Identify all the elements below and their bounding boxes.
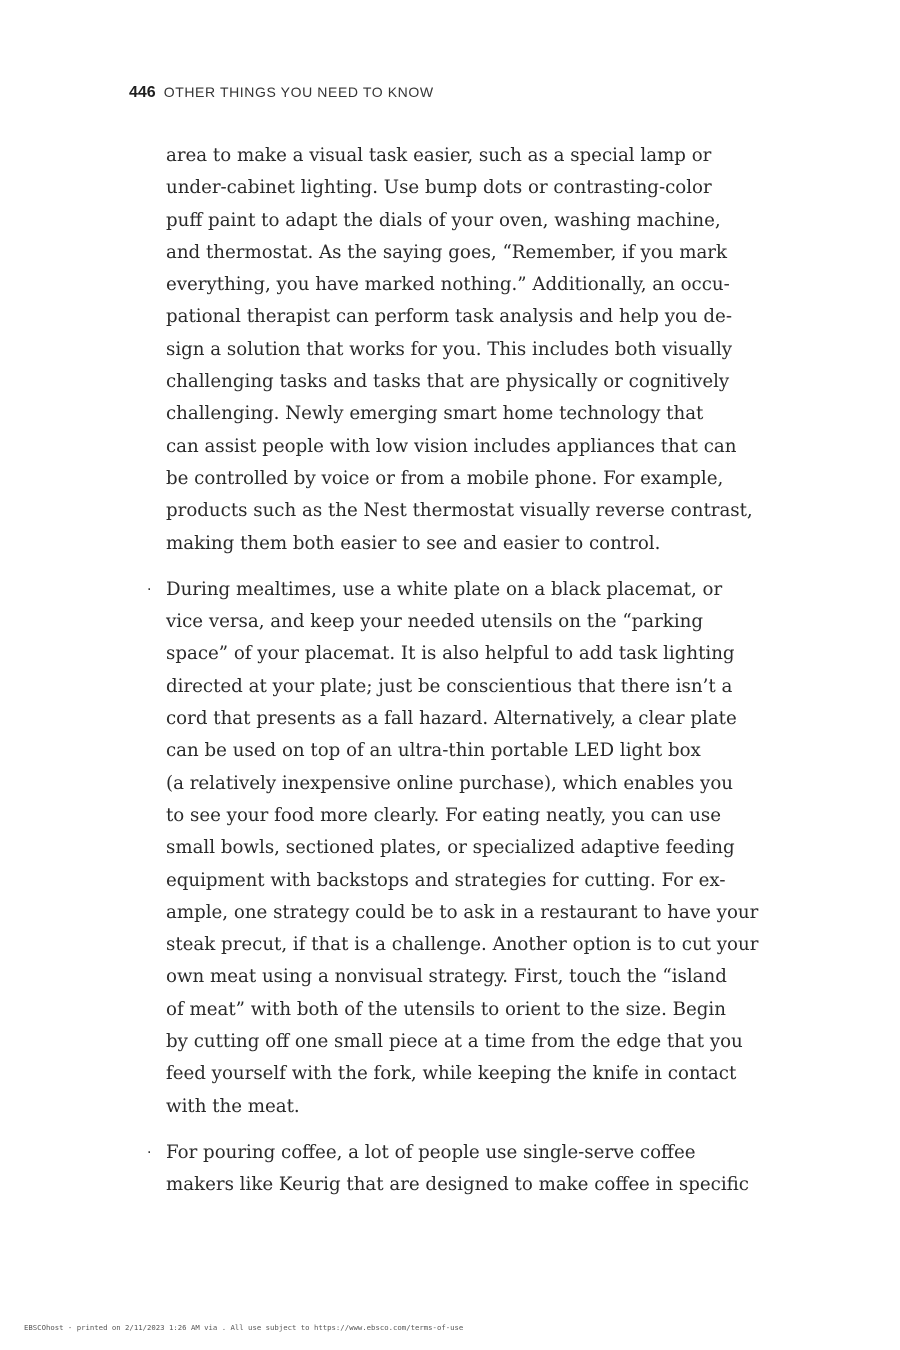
paragraph-spacing: [166, 1123, 766, 1137]
text-line: (a relatively inexpensive online purchase), which enables you: [166, 772, 733, 794]
text-line: puff paint to adapt the dials of your oven, washing machine,: [166, 209, 721, 231]
text-line: challenging tasks and tasks that are physically or cognitively: [166, 371, 730, 393]
text-line: vice versa, and keep your needed utensils on the “parking: [166, 611, 703, 633]
text-line: sign a solution that works for you. This includes both visually: [166, 338, 733, 360]
text-line: can assist people with low vision includes appliances that can: [166, 435, 737, 457]
running-title: OTHER THINGS YOU NEED TO KNOW: [163, 84, 434, 100]
text-line: making them both easier to see and easier to control.: [166, 532, 661, 554]
text-line: small bowls, sectioned plates, or specialized adaptive feeding: [166, 837, 735, 859]
bullet-item-mealtimes: [147, 574, 766, 1123]
bullet-item-coffee: [147, 1137, 766, 1202]
text-line: products such as the Nest thermostat visually reverse contrast,: [166, 500, 753, 522]
text-line: steak precut, if that is a challenge. Another option is to cut your: [166, 934, 759, 956]
text-line: pational therapist can perform task analysis and help you de-: [166, 306, 732, 328]
text-line: makers like Keurig that are designed to make coffee in specific: [166, 1174, 749, 1196]
text-line: of meat” with both of the utensils to orient to the size. Begin: [166, 998, 726, 1020]
running-head: [129, 84, 434, 102]
bullet-marker: ·: [147, 581, 152, 598]
bullet-marker: ·: [147, 1144, 152, 1161]
text-line: area to make a visual task easier, such as a special lamp or: [166, 145, 712, 166]
text-line: with the meat.: [166, 1095, 300, 1117]
text-line: can be used on top of an ultra-thin portable LED light box: [166, 740, 701, 762]
text-line: challenging. Newly emerging smart home technology that: [166, 403, 704, 425]
text-line: ample, one strategy could be to ask in a restaurant to have your: [166, 901, 759, 923]
text-line: directed at your plate; just be conscientious that there isn’t a: [166, 675, 733, 697]
text-line: by cutting off one small piece at a time from the edge that you: [166, 1031, 743, 1053]
text-line: to see your food more clearly. For eating neatly, you can use: [166, 804, 721, 826]
text-line: everything, you have marked nothing.” Additionally, an occu-: [166, 274, 730, 296]
page-number: 446: [129, 84, 156, 101]
paragraph-spacing: [166, 560, 766, 574]
body-text: [147, 140, 766, 1202]
text-line: For pouring coffee, a lot of people use single-serve coffee: [166, 1141, 696, 1163]
text-line: and thermostat. As the saying goes, “Remember, if you mark: [166, 241, 728, 263]
text-line: cord that presents as a fall hazard. Alternatively, a clear plate: [166, 708, 737, 730]
continuation-paragraph: [166, 140, 766, 560]
text-line: be controlled by voice or from a mobile phone. For example,: [166, 467, 724, 489]
print-footer: EBSCOhost - printed on 2/11/2023 1:26 AM via . All use subject to https://www.ebsco.com/terms-of-use: [24, 1323, 464, 1332]
text-line: During mealtimes, use a white plate on a black placemat, or: [166, 578, 723, 600]
text-line: own meat using a nonvisual strategy. First, touch the “island: [166, 966, 727, 988]
text-line: feed yourself with the fork, while keeping the knife in contact: [166, 1063, 737, 1085]
text-line: equipment with backstops and strategies for cutting. For ex-: [166, 869, 726, 891]
text-line: space” of your placemat. It is also helpful to add task lighting: [166, 643, 735, 665]
text-line: under-cabinet lighting. Use bump dots or contrasting-color: [166, 177, 712, 199]
